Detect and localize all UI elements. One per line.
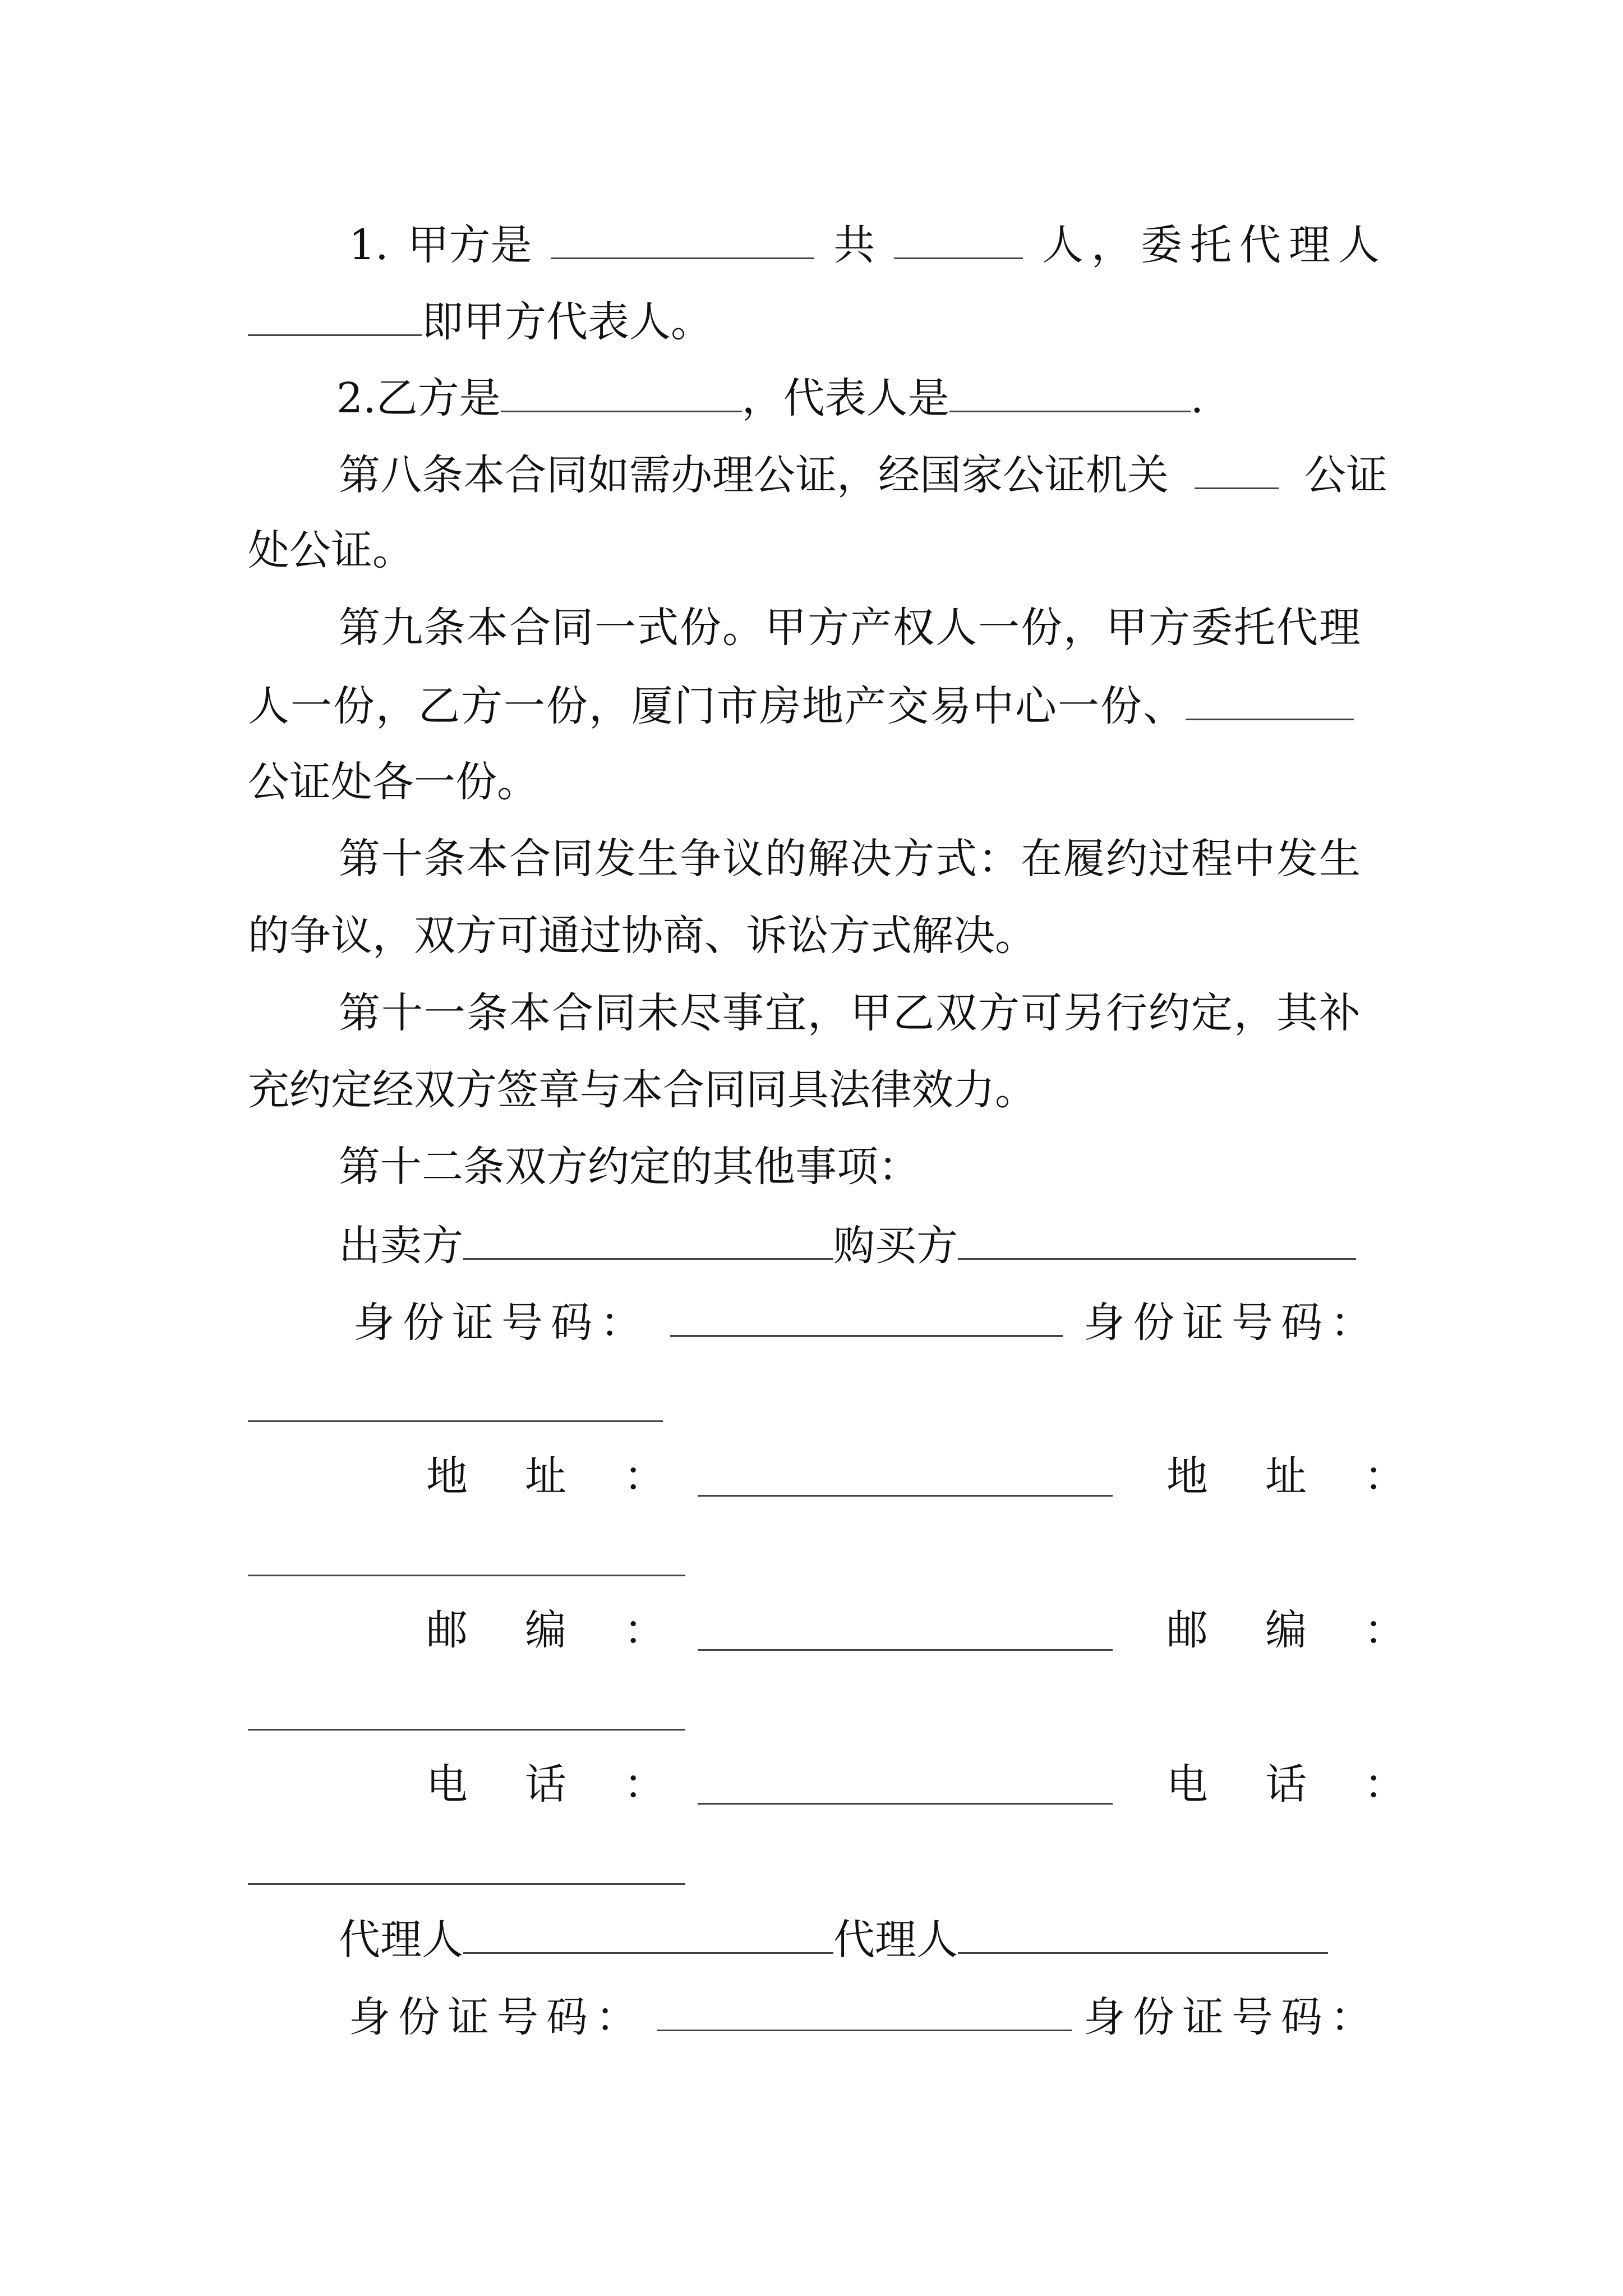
article11-text2: 充约定经双方签章与本合同同具法律效力。	[248, 1066, 1036, 1114]
article8-text: 第八条本合同如需办理公证，经国家公证机关	[339, 451, 1169, 499]
seller-agent-blank[interactable]	[463, 1917, 833, 1954]
article8-text2: 公证	[1304, 451, 1387, 499]
buyer-address-blank[interactable]	[248, 1575, 685, 1576]
article10-text2: 的争议，双方可通过协商、诉讼方式解决。	[248, 912, 1036, 960]
party-a-count-blank[interactable]	[894, 223, 1023, 259]
buyer-agent-id-label: 身份证号码：	[1083, 1993, 1380, 2041]
seller-label: 出卖方	[339, 1222, 463, 1270]
buyer-phone-label-line	[1166, 1760, 1413, 1809]
seller-agent-id-label: 身份证号码：	[349, 1993, 645, 2041]
postcode-line	[426, 1606, 673, 1654]
seller-postcode-label: 邮 编 ：	[426, 1606, 673, 1654]
party-a-name-blank[interactable]	[551, 223, 814, 259]
party-b-rep-blank[interactable]	[949, 376, 1191, 412]
article9-line1	[339, 604, 1362, 652]
party-a-agent-label: 人，委托代理人	[1041, 221, 1387, 269]
party-a-line-2	[248, 298, 712, 346]
agent-line	[339, 1916, 1328, 1964]
buyer-id-label: 身份证号码：	[1083, 1299, 1380, 1347]
article9-line3	[248, 758, 538, 806]
seller-postcode-blank[interactable]	[698, 1649, 1113, 1651]
buyer-address-label: 地 址 ：	[1166, 1452, 1413, 1501]
article11-line2	[248, 1066, 1036, 1114]
buyer-blank[interactable]	[958, 1223, 1356, 1260]
article11-text1: 第十一条本合同未尽事宜，甲乙双方可另行约定，其补	[339, 989, 1362, 1037]
party-a-line	[349, 221, 1387, 269]
article9-notary-blank[interactable]	[1186, 684, 1354, 720]
article10-text1: 第十条本合同发生争议的解决方式：在履约过程中发生	[339, 835, 1362, 883]
article8-line2	[248, 526, 414, 574]
article8-line1	[339, 451, 1387, 499]
buyer-postcode-blank[interactable]	[248, 1729, 685, 1731]
article9-text3: 公证处各一份。	[248, 758, 538, 806]
seller-buyer-line	[339, 1222, 1356, 1270]
article11-line1	[339, 989, 1362, 1037]
party-a-num: 1.	[349, 221, 389, 269]
buyer-address-label-line	[1166, 1452, 1413, 1501]
party-b-label: 乙方是	[376, 374, 501, 422]
buyer-agent-label: 代理人	[833, 1916, 958, 1964]
seller-address-label: 地 址 ：	[426, 1452, 673, 1501]
seller-id-label: 身份证号码：	[353, 1299, 649, 1347]
buyer-agent-blank[interactable]	[958, 1917, 1328, 1954]
seller-address-blank[interactable]	[698, 1495, 1113, 1497]
party-b-line	[336, 374, 1204, 422]
seller-agent-label: 代理人	[339, 1916, 463, 1964]
address-line	[426, 1452, 673, 1501]
buyer-phone-label: 电 话 ：	[1166, 1760, 1413, 1809]
article8-text3: 处公证。	[248, 526, 414, 574]
id-line	[353, 1299, 1380, 1347]
seller-blank[interactable]	[463, 1223, 833, 1260]
seller-id-blank[interactable]	[670, 1300, 1063, 1337]
phone-line	[426, 1760, 673, 1809]
buyer-postcode-label-line	[1166, 1606, 1413, 1654]
seller-phone-label: 电 话 ：	[426, 1760, 673, 1809]
article12-text1: 第十二条双方约定的其他事项：	[339, 1143, 920, 1191]
party-b-rep-label: ，代表人是	[741, 374, 949, 422]
buyer-id-blank[interactable]	[248, 1420, 663, 1422]
buyer-label: 购买方	[833, 1222, 958, 1270]
article9-line2	[248, 682, 1354, 730]
article10-line2	[248, 912, 1036, 960]
article9-text2: 人一份，乙方一份，厦门市房地产交易中心一份、	[248, 682, 1186, 730]
party-b-name-blank[interactable]	[501, 376, 742, 412]
article10-line1	[339, 835, 1362, 883]
party-a-agent-blank[interactable]	[248, 300, 422, 336]
buyer-phone-blank[interactable]	[248, 1883, 685, 1885]
party-a-rep-text: 即甲方代表人。	[422, 298, 712, 346]
seller-agent-id-blank[interactable]	[657, 1995, 1072, 2031]
article8-notary-blank[interactable]	[1195, 453, 1279, 489]
party-a-count-label: 共	[833, 221, 875, 269]
buyer-postcode-label: 邮 编 ：	[1166, 1606, 1413, 1654]
article12-line1	[339, 1143, 920, 1191]
seller-phone-blank[interactable]	[698, 1803, 1113, 1805]
party-b-end: .	[1190, 374, 1204, 422]
party-a-label: 甲方是	[407, 221, 532, 269]
agent-id-line	[349, 1993, 1380, 2041]
article9-text1: 第九条本合同一式份。甲方产权人一份，甲方委托代理	[339, 604, 1362, 652]
party-b-num: 2.	[336, 374, 376, 422]
